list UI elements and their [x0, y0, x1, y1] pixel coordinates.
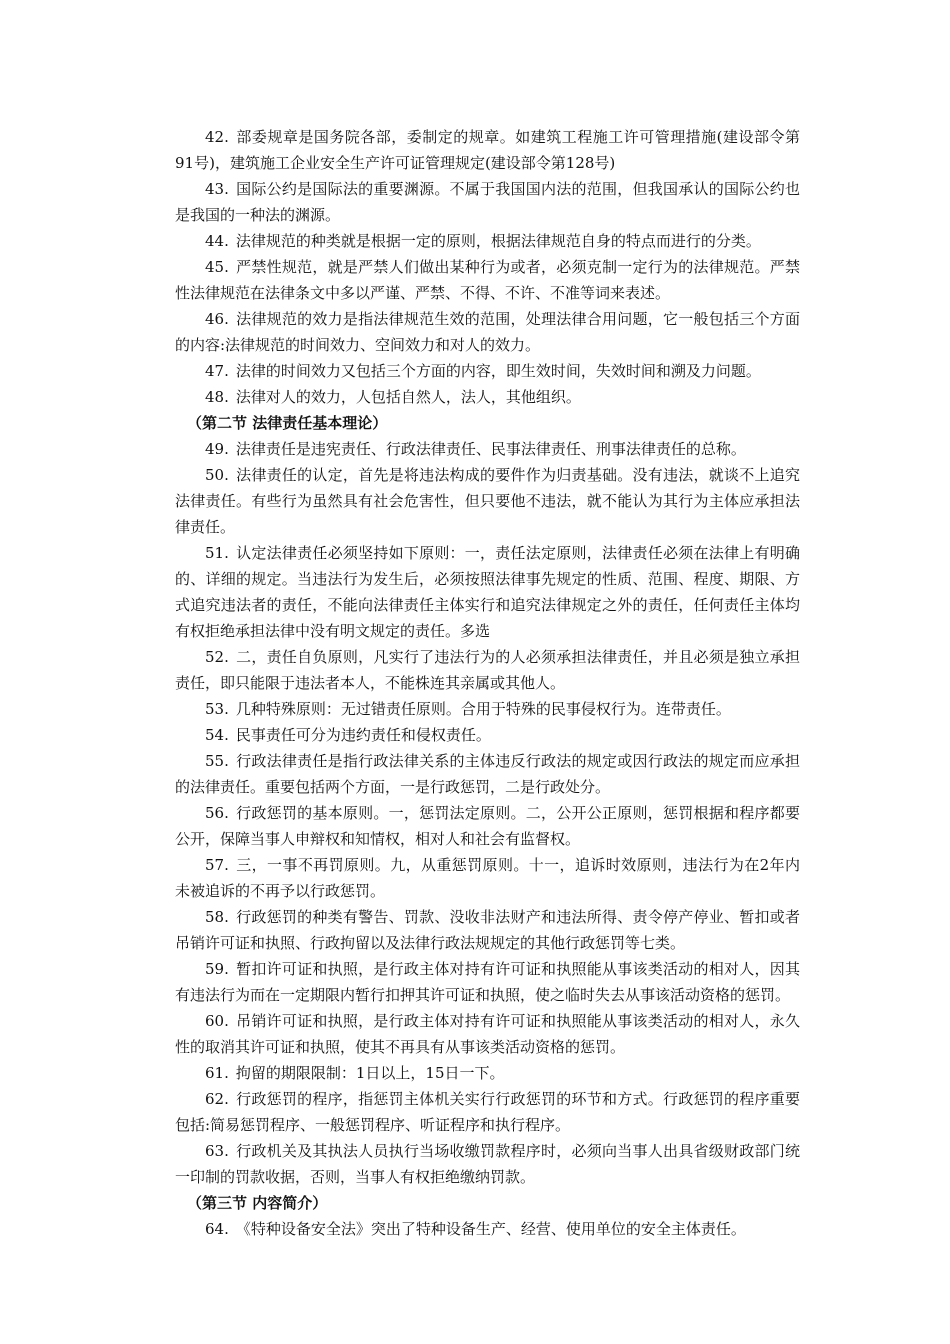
- numbered-paragraph: [175, 722, 800, 748]
- document-page: [175, 124, 800, 1242]
- paragraph-number: 43.: [205, 180, 229, 198]
- paragraph-text: 法律的时间效力又包括三个方面的内容，即生效时间，失效时间和溯及力问题。: [235, 362, 761, 380]
- paragraph-text: 行政惩罚的程序，指惩罚主体机关实行行政惩罚的环节和方式。行政惩罚的程序重要包括:简易惩罚程序、一般惩罚程序、听证程序和执行程序。: [175, 1090, 800, 1134]
- paragraph-text: 三，一事不再罚原则。九，从重惩罚原则。十一，追诉时效原则，违法行为在2年内未被追诉的不再予以行政惩罚。: [175, 856, 800, 900]
- paragraph-number: 63.: [205, 1142, 229, 1160]
- paragraph-text: 法律规范的效力是指法律规范生效的范围，处理法律合用问题，它一般包括三个方面的内容:法律规范的时间效力、空间效力和对人的效力。: [175, 310, 800, 354]
- section-heading: （第二节 法律责任基本理论）: [187, 414, 388, 432]
- paragraph-text: 行政惩罚的种类有警告、罚款、没收非法财产和违法所得、责令停产停业、暂扣或者吊销许可证和执照、行政拘留以及法律行政法规规定的其他行政惩罚等七类。: [175, 908, 800, 952]
- paragraph-number: 54.: [205, 726, 229, 744]
- numbered-paragraph: [175, 176, 800, 228]
- numbered-paragraph: [175, 1086, 800, 1138]
- numbered-paragraph: [175, 358, 800, 384]
- paragraph-text: 行政机关及其执法人员执行当场收缴罚款程序时，必须向当事人出具省级财政部门统一印制的罚款收据，否则，当事人有权拒绝缴纳罚款。: [175, 1142, 800, 1186]
- paragraph-number: 51.: [205, 544, 229, 562]
- paragraph-number: 64.: [205, 1220, 229, 1238]
- paragraph-number: 48.: [205, 388, 229, 406]
- numbered-paragraph: [175, 956, 800, 1008]
- numbered-paragraph: [175, 306, 800, 358]
- paragraph-text: 严禁性规范，就是严禁人们做出某种行为或者，必须克制一定行为的法律规范。严禁性法律规范在法律条文中多以严谨、严禁、不得、不许、不准等词来表述。: [175, 258, 800, 302]
- paragraph-number: 47.: [205, 362, 229, 380]
- paragraph-number: 60.: [205, 1012, 229, 1030]
- paragraph-text: 法律对人的效力，人包括自然人，法人，其他组织。: [235, 388, 581, 406]
- numbered-paragraph: [175, 384, 800, 410]
- paragraph-text: 暂扣许可证和执照，是行政主体对持有许可证和执照能从事该类活动的相对人，因其有违法行为而在一定期限内暂行扣押其许可证和执照，使之临时失去从事该活动资格的惩罚。: [175, 960, 800, 1004]
- section-heading: （第三节 内容简介）: [187, 1194, 328, 1212]
- numbered-paragraph: [175, 1008, 800, 1060]
- numbered-paragraph: [175, 852, 800, 904]
- numbered-paragraph: [175, 748, 800, 800]
- paragraph-number: 42.: [205, 128, 229, 146]
- paragraph-text: 民事责任可分为违约责任和侵权责任。: [235, 726, 491, 744]
- numbered-paragraph: [175, 254, 800, 306]
- paragraph-number: 62.: [205, 1090, 229, 1108]
- paragraph-text: 二，责任自负原则，凡实行了违法行为的人必须承担法律责任，并且必须是独立承担责任，即只能限于违法者本人，不能株连其亲属或其他人。: [175, 648, 800, 692]
- paragraph-text: 行政惩罚的基本原则。一，惩罚法定原则。二，公开公正原则，惩罚根据和程序都要公开，保障当事人申辩权和知情权，相对人和社会有监督权。: [175, 804, 800, 848]
- numbered-paragraph: [175, 1138, 800, 1190]
- paragraph-text: 拘留的期限限制：1日以上，15日一下。: [235, 1064, 505, 1082]
- paragraph-text: 部委规章是国务院各部，委制定的规章。如建筑工程施工许可管理措施(建设部令第91号)，建筑施工企业安全生产许可证管理规定(建设部令第128号): [175, 128, 800, 172]
- paragraph-number: 56.: [205, 804, 229, 822]
- paragraph-number: 50.: [205, 466, 229, 484]
- numbered-paragraph: [175, 1216, 800, 1242]
- paragraph-text: 法律规范的种类就是根据一定的原则，根据法律规范自身的特点而进行的分类。: [235, 232, 761, 250]
- paragraph-text: 吊销许可证和执照，是行政主体对持有许可证和执照能从事该类活动的相对人，永久性的取消其许可证和执照，使其不再具有从事该类活动资格的惩罚。: [175, 1012, 800, 1056]
- paragraph-text: 几种特殊原则：无过错责任原则。合用于特殊的民事侵权行为。连带责任。: [235, 700, 731, 718]
- numbered-paragraph: [175, 696, 800, 722]
- paragraph-number: 61.: [205, 1064, 229, 1082]
- paragraph-number: 57.: [205, 856, 229, 874]
- paragraph-number: 52.: [205, 648, 229, 666]
- numbered-paragraph: [175, 436, 800, 462]
- numbered-paragraph: [175, 540, 800, 644]
- paragraph-text: 法律责任是违宪责任、行政法律责任、民事法律责任、刑事法律责任的总称。: [235, 440, 746, 458]
- paragraph-text: 法律责任的认定，首先是将违法构成的要件作为归责基础。没有违法，就谈不上追究法律责任。有些行为虽然具有社会危害性，但只要他不违法，就不能认为其行为主体应承担法律责任。: [175, 466, 800, 536]
- paragraph-number: 46.: [205, 310, 229, 328]
- paragraph-text: 国际公约是国际法的重要渊源。不属于我国国内法的范围，但我国承认的国际公约也是我国的一种法的渊源。: [175, 180, 800, 224]
- numbered-paragraph: [175, 1060, 800, 1086]
- paragraph-number: 45.: [205, 258, 229, 276]
- numbered-paragraph: [175, 644, 800, 696]
- paragraph-number: 58.: [205, 908, 229, 926]
- paragraph-number: 49.: [205, 440, 229, 458]
- paragraph-number: 55.: [205, 752, 229, 770]
- numbered-paragraph: [175, 800, 800, 852]
- paragraph-number: 53.: [205, 700, 229, 718]
- paragraph-number: 44.: [205, 232, 229, 250]
- paragraph-text: 认定法律责任必须坚持如下原则：一，责任法定原则，法律责任必须在法律上有明确的、详细的规定。当违法行为发生后，必须按照法律事先规定的性质、范围、程度、期限、方式追究违法者的责任，不能向法律责任主体实行和追究法律规定之外的责任，任何责任主体均有权拒绝承担法律中没有明文规定的责任。多选: [175, 544, 800, 640]
- paragraph-number: 59.: [205, 960, 229, 978]
- numbered-paragraph: [175, 228, 800, 254]
- numbered-paragraph: [175, 462, 800, 540]
- paragraph-text: 《特种设备安全法》突出了特种设备生产、经营、使用单位的安全主体责任。: [235, 1220, 746, 1238]
- paragraph-text: 行政法律责任是指行政法律关系的主体违反行政法的规定或因行政法的规定而应承担的法律责任。重要包括两个方面，一是行政惩罚，二是行政处分。: [175, 752, 800, 796]
- numbered-paragraph: [175, 124, 800, 176]
- numbered-paragraph: [175, 904, 800, 956]
